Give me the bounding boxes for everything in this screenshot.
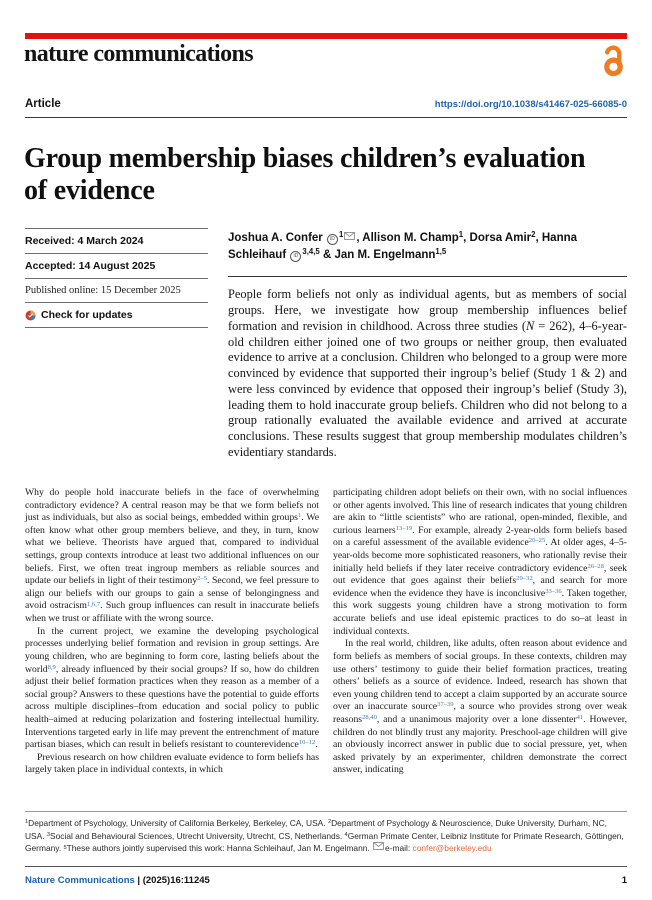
body-paragraph: In the current project, we examine the developing psychological processes underlying belief formation and revision in group settings. Are young children, who are beginning to form core, lasting beliefs about the world$^{8,9}$, already influenced by their social groups? If so, how do children adjust their belief formation practices when they reason as a member of a social group? Answers to these questions have the potential to guide efforts across multiple disciplines–from education and social policy to public health–aimed at reducing polarization and fostering intellectual humility. Interventions targeted early in life may prevent the entrenchment of mature partisan biases, which can result in beliefs resistant to counterevidence$^{10-12}$. — [25, 625, 319, 751]
footer-citation-text: | (2025)16:11245 — [134, 875, 210, 886]
body-paragraph: In the real world, children, like adults, often reason about evidence and form beliefs as members of social groups. In these contexts, children may use others’ testimony to guide their belief formation practices, treating others’ beliefs as a source of evidence. Indeed, research has shown that even young children tend to accept a claim supported by an accurate source over an inaccurate source$^{37-39}$, a source who provides strong over weak reasons$^{28,40}$, and a unanimous majority over a lone dissenter$^{41}$. However, children do not blindly trust any majority. Preschool-age children will give an obviously incorrect answer in public due to social pressure, yet, when asked privately by an experimenter, children demonstrate the correct answer, indicating — [333, 638, 627, 776]
body-paragraph: participating children adopt beliefs on their own, with no social influences or other agents involved. This line of research indicates that young children are akin to “little scientists” who are rational, open-minded, flexible, and curious learners$^{13-19}$. For example, already 2-year-olds form beliefs based on a careful assessment of the available evidence$^{20-25}$. At older ages, 4–5-year-olds become more sophisticated reasoners, who rationally revise their initially held beliefs if they later receive contradictory evidence$^{26-28}$, seek out evidence that goes against their beliefs$^{29-32}$, and search for more evidence when the evidence they have is inconclusive$^{33-36}$. Taken together, this work suggests young children have a strong motivation to form accurate beliefs and use ideal epistemic practices to do so–at least in individual contexts. — [333, 487, 628, 637]
page-title: Group membership biases children’s evaluation of evidence — [24, 142, 586, 206]
abstract-divider — [228, 276, 627, 277]
journal-wordmark: nature communications — [24, 41, 253, 67]
footer-citation — [25, 875, 210, 886]
page-number: 1 — [621, 875, 627, 886]
article-header-row — [25, 98, 627, 110]
article-body — [25, 487, 627, 777]
page-footer — [25, 866, 627, 886]
published-online-date: Published online: 15 December 2025 — [25, 278, 208, 302]
affiliations-footnote: $^1$Department of Psychology, University of California Berkeley, Berkeley, CA, USA. $^2$Department of Psychology & Neuroscience, Duke University, Durham, NC, USA. $^3$Social and Behavioural Sciences, Utrecht University, Utrecht, CS, Netherlands. $^4$German Primate Center, Leibniz Institute for Primate Research, Göttingen, Germany. $^5$These authors jointly supervised this work: Hanna Schleihauf, Jan M. Engelmann. e-mail: confer@berkeley.edu — [25, 811, 627, 855]
body-paragraph: Why do people hold inaccurate beliefs in the face of overwhelming contradictory evidence? A central reason may be that we form beliefs not just as individuals, but also as social beings, embedded within groups$^1$. We often know what other group members believe, and they, in turn, know what we believe. Theorists have argued that, compared to individual settings, group contexts introduce at least two additional influences on our beliefs. First, we often treat ingroup members as reliable sources and update our beliefs in light of their testimony$^{2-5}$. Second, we feel pressure to align our beliefs with our groups to gain a sense of belongingness and avoid ostracism$^{1,6,7}$. Such group influences can result in inaccurate beliefs when we trust or affiliate with the wrong source. — [25, 487, 319, 625]
footer-journal-link[interactable]: Nature Communications — [25, 875, 135, 886]
received-date: Received: 4 March 2024 — [25, 228, 208, 253]
email-link[interactable]: confer@berkeley.edu — [412, 843, 492, 854]
crossmark-icon — [25, 310, 36, 321]
author-abstract-column — [228, 230, 627, 461]
doi-link[interactable]: https://doi.org/10.1038/s41467-025-66085-0 — [434, 99, 627, 110]
abstract-text: People form beliefs not only as individual agents, but as members of social groups. Here, we investigate how group membership influences belief formation and revision in childhood. Across three studies (N = 262), 4–6-year-old children either joined one of two groups or neither group, then evaluated evidence to arrive at a conclusion. Children who belonged to a group were more convinced by evidence that supported their ingroup’s belief (Study 1 & 2) and were less convinced by evidence that opposed their ingroup’s belief (Study 3), leading them to hold inaccurate group beliefs. Children who did not belong to a group rationally evaluated the available evidence and arrived at accurate conclusions. These results suggest that group membership modulates children’s evidentiary standards. — [228, 287, 627, 459]
masthead-rule — [25, 33, 627, 39]
article-type-label: Article — [25, 98, 61, 110]
body-column-right — [333, 487, 627, 777]
body-paragraph: Previous research on how children evaluate evidence to form beliefs has largely taken place in individual contexts, in which — [25, 751, 319, 776]
check-for-updates-button[interactable] — [25, 302, 208, 327]
check-for-updates-label: Check for updates — [41, 309, 133, 321]
accepted-date: Accepted: 14 August 2025 — [25, 253, 208, 278]
author-list: Joshua A. Confer iD $^1$ , Allison M. Champ$^1$, Dorsa Amir$^2$, Hanna Schleihauf iD $^{3,4,5}$ & Jan M. Engelmann$^{1,5}$ — [228, 230, 578, 261]
article-metadata-column — [25, 228, 208, 328]
open-access-icon — [601, 44, 626, 77]
body-column-left — [25, 487, 319, 777]
header-divider — [25, 117, 627, 118]
